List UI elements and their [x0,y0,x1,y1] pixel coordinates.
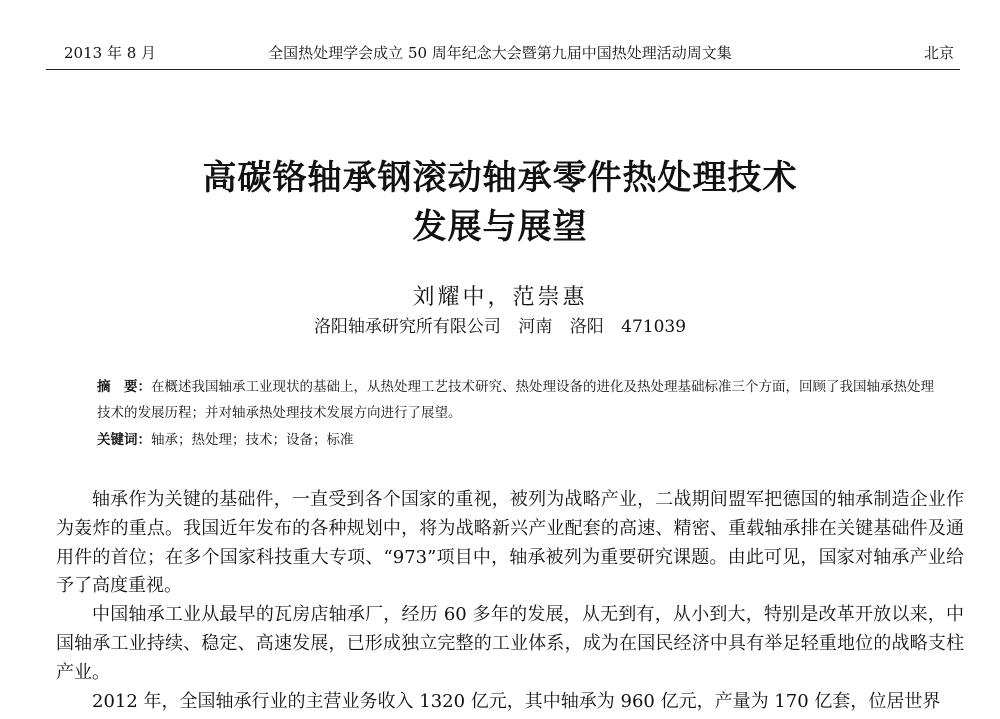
header-proceedings-title: 全国热处理学会成立 50 周年纪念大会暨第九届中国热处理活动周文集 [268,44,732,62]
keywords-label: 关键词： [97,432,151,448]
abstract-text: 在概述我国轴承工业现状的基础上，从热处理工艺技术研究、热处理设备的进化及热处理基础标准三个方面，回顾了我国轴承热处理技术的发展历程；并对轴承热处理技术发展方向进行了展望。 [97,379,934,421]
affiliation: 洛阳轴承研究所有限公司 河南 洛阳 471039 [313,317,687,337]
abstract [97,374,937,426]
body-paragraph-1: 轴承作为关键的基础件，一直受到各个国家的重视，被列为战略产业，二战期间盟军把德国的轴承制造企业作为轰炸的重点。我国近年发布的各种规划中，将为战略新兴产业配套的高速、精密、重载轴承排在关键基础件及通用件的首位；在多个国家科技重大专项、“973”项目中，轴承被列为重要研究课题。由此可见，国家对轴承产业给予了高度重视。 [56,489,964,597]
header-location: 北京 [923,44,954,62]
header-date: 2013 年 8 月 [64,44,157,62]
abstract-label: 摘 要： [97,379,151,395]
header-divider [46,69,960,70]
paper-title-line-1: 高碳铬轴承钢滚动轴承零件热处理技术 [202,158,798,198]
body-paragraph-2: 中国轴承工业从最早的瓦房店轴承厂，经历 60 多年的发展，从无到有，从小到大，特别是改革开放以来，中国轴承工业持续、稳定、高速发展，已形成独立完整的工业体系，成为在国民经济中具有举足轻重地位的战略支柱产业。 [56,604,964,683]
paper-title-line-2: 发展与展望 [412,207,588,247]
body-paragraph-3: 2012 年，全国轴承行业的主营业务收入 1320 亿元，其中轴承为 960 亿元，产量为 170 亿套，位居世界 [92,690,941,712]
keywords-text: 轴承；热处理；技术；设备；标准 [151,432,354,448]
body-text [56,486,964,716]
authors: 刘耀中，范崇惠 [412,285,588,310]
keywords [97,428,354,448]
